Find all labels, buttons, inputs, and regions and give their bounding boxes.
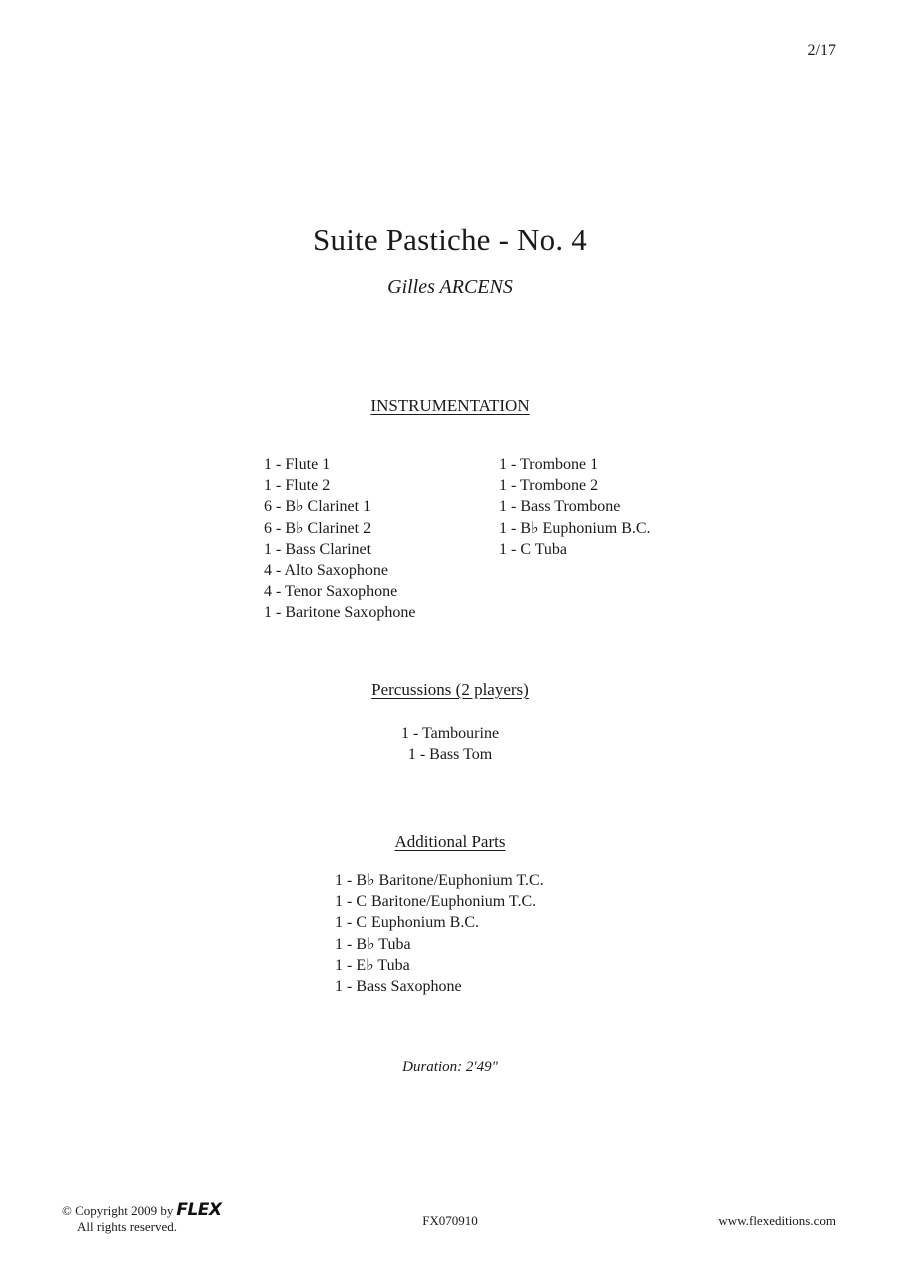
list-item: 6 - B♭ Clarinet 1 — [264, 498, 372, 516]
list-item: 1 - C Baritone/Euphonium T.C. — [335, 893, 537, 911]
percussions-list — [0, 723, 900, 765]
list-item: 1 - B♭ Baritone/Euphonium T.C. — [335, 872, 544, 889]
list-item: 1 - E♭ Tuba — [335, 956, 410, 974]
list-item: 1 - Bass Saxophone — [335, 978, 462, 996]
list-item: 1 - C Tuba — [499, 540, 568, 558]
list-item: 1 - Bass Trombone — [499, 498, 621, 516]
catalog-code: FX070910 — [422, 1213, 478, 1228]
additional-parts-heading: Additional Parts — [394, 832, 506, 851]
page-number: 2/17 — [807, 42, 836, 59]
instrumentation-left-column — [264, 454, 416, 624]
list-item: 1 - B♭ Euphonium B.C. — [499, 519, 651, 537]
instrumentation-heading: INSTRUMENTATION — [370, 396, 530, 415]
flex-logo: FLEX — [176, 1200, 222, 1220]
list-item: 1 - Trombone 1 — [499, 456, 599, 473]
list-item: 1 - C Euphonium B.C. — [335, 914, 480, 932]
copyright-text: © Copyright 2009 by — [62, 1203, 174, 1218]
list-item: 1 - B♭ Tuba — [335, 935, 411, 953]
instrumentation-right-column — [499, 454, 651, 560]
list-item: 1 - Tambourine — [400, 725, 500, 742]
list-item: 6 - B♭ Clarinet 2 — [264, 519, 372, 537]
rights-reserved: All rights reserved. — [77, 1219, 178, 1234]
list-item: 1 - Bass Tom — [407, 746, 493, 764]
list-item: 1 - Flute 1 — [264, 456, 331, 473]
additional-parts-list — [335, 870, 544, 997]
duration: Duration: 2'49" — [402, 1059, 498, 1075]
list-item: 4 - Tenor Saxophone — [264, 583, 398, 601]
list-item: 1 - Trombone 2 — [499, 477, 599, 495]
list-item: 1 - Bass Clarinet — [264, 540, 372, 558]
list-item: 1 - Baritone Saxophone — [264, 604, 416, 622]
piece-title: Suite Pastiche - No. 4 — [313, 222, 587, 257]
list-item: 1 - Flute 2 — [264, 477, 331, 495]
list-item: 4 - Alto Saxophone — [264, 562, 388, 580]
website-url: www.flexeditions.com — [718, 1213, 836, 1228]
composer-name: Gilles ARCENS — [387, 276, 513, 298]
percussions-heading: Percussions (2 players) — [371, 680, 529, 699]
